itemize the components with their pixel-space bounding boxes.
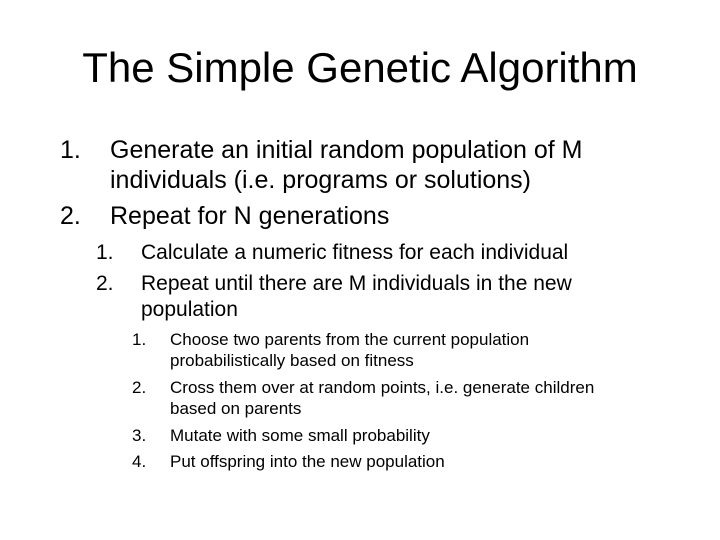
list-number: 1. bbox=[60, 136, 81, 164]
list-text-line: Generate an initial random population of M bbox=[110, 136, 583, 164]
list-text-line: Cross them over at random points, i.e. generate children bbox=[170, 378, 595, 397]
list-number: 3. bbox=[132, 426, 147, 445]
list-text-line: probabilistically based on fitness bbox=[170, 351, 414, 370]
list-number: 2. bbox=[96, 272, 114, 295]
list-text-line: individuals (i.e. programs or solutions) bbox=[110, 166, 532, 194]
list-text-line: Mutate with some small probability bbox=[170, 426, 430, 445]
list-number: 1. bbox=[96, 241, 114, 264]
list-text-line: Repeat until there are M individuals in the new bbox=[141, 272, 572, 295]
list-item-level1 bbox=[60, 202, 680, 232]
list-text-line: population bbox=[141, 298, 238, 321]
list-item-level3 bbox=[132, 328, 692, 372]
list-item-level3 bbox=[132, 376, 702, 420]
list-number: 2. bbox=[132, 378, 147, 397]
list-text-line: Choose two parents from the current population bbox=[170, 330, 530, 349]
list-text-line: Calculate a numeric fitness for each individual bbox=[141, 241, 569, 264]
list-item-level2 bbox=[96, 271, 696, 323]
slide-title: The Simple Genetic Algorithm bbox=[82, 44, 638, 91]
list-number: 4. bbox=[132, 452, 147, 471]
list-item-level2 bbox=[96, 240, 696, 266]
list-item-level1 bbox=[60, 136, 680, 196]
list-number: 2. bbox=[60, 202, 81, 230]
list-text-line: Put offspring into the new population bbox=[170, 452, 445, 471]
list-number: 1. bbox=[132, 330, 147, 349]
list-item-level3 bbox=[132, 450, 692, 472]
list-item-level3 bbox=[132, 424, 692, 446]
list-text-line: based on parents bbox=[170, 399, 302, 418]
list-text-line: Repeat for N generations bbox=[110, 202, 390, 230]
